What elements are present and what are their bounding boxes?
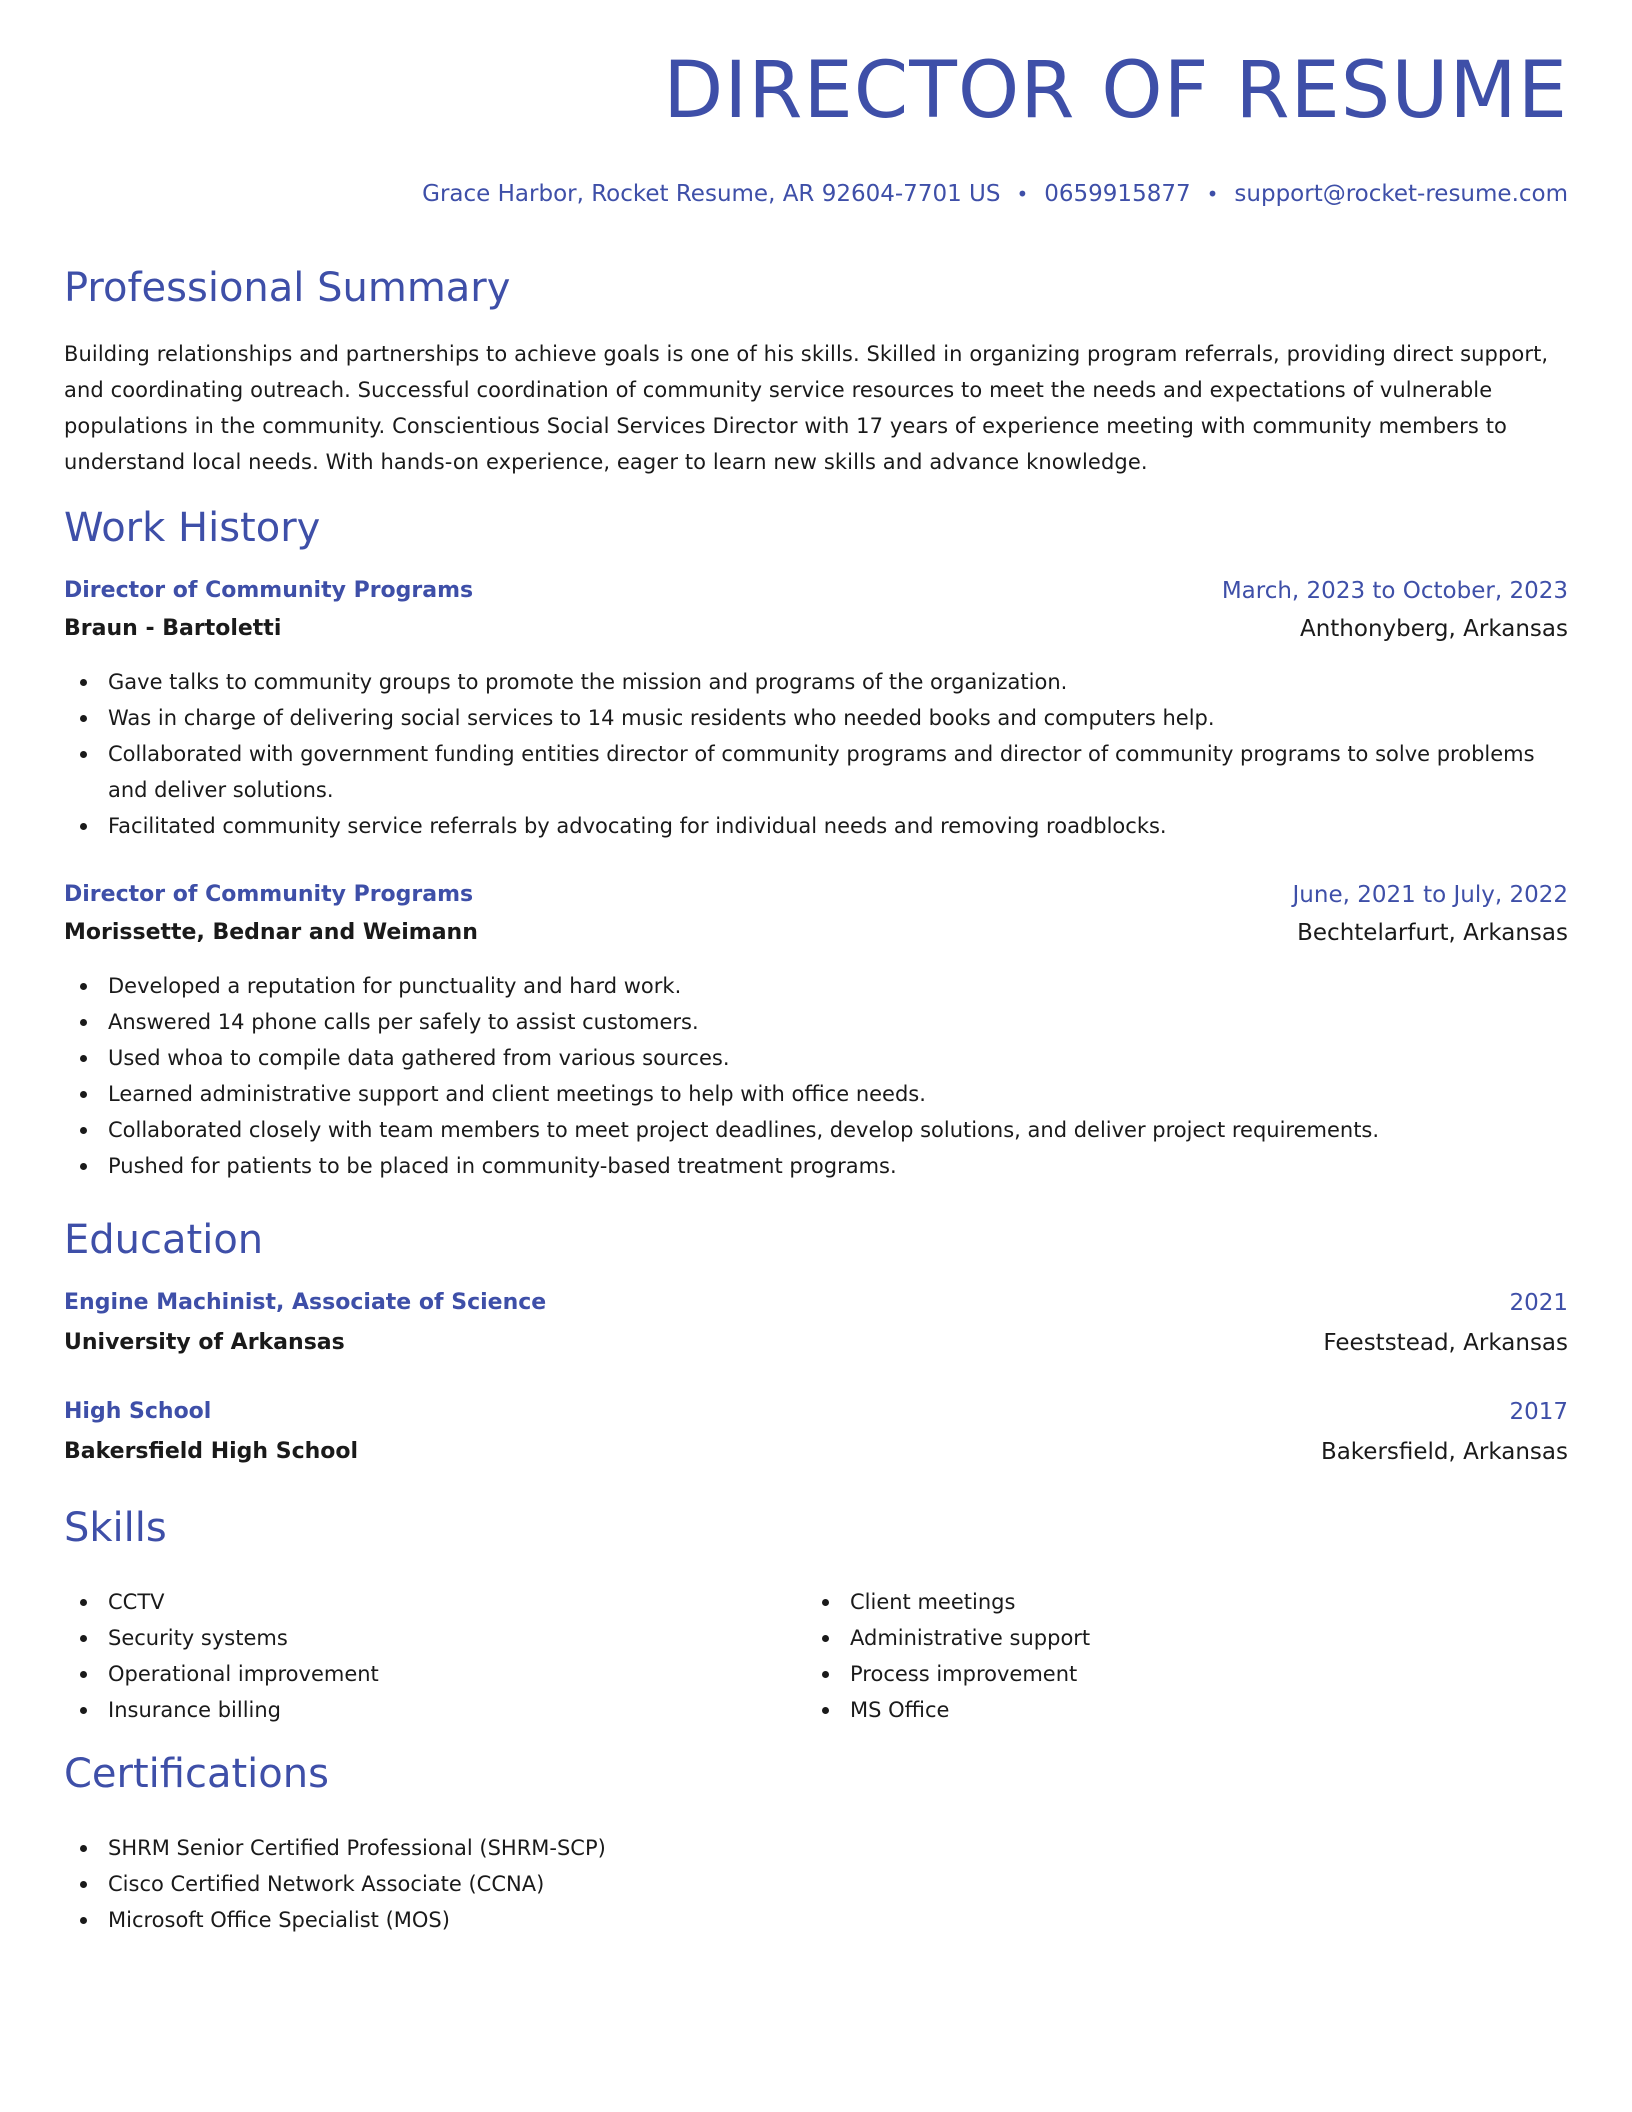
list-item: Client meetings: [850, 1584, 1632, 1620]
education-header: [64, 1288, 1568, 1318]
list-item: Cisco Certified Network Associate (CCNA): [108, 1866, 1568, 1902]
contact-phone: 0659915877: [1044, 181, 1191, 207]
education-school: Bakersfield High School: [64, 1439, 359, 1464]
education-subheader: [64, 1328, 1568, 1358]
job-company: Braun - Bartoletti: [64, 616, 282, 641]
education-degree: High School: [64, 1399, 212, 1424]
education-year: 2021: [1509, 1290, 1568, 1316]
education-location: Bakersfield, Arkansas: [1320, 1439, 1568, 1465]
contact-address: Grace Harbor, Rocket Resume, AR 92604-7701 US: [422, 181, 1001, 207]
job-company: Morissette, Bednar and Weimann: [64, 920, 478, 945]
list-item: Collaborated closely with team members to meet project deadlines, develop solutions, and deliver project requirements.: [108, 1112, 1568, 1148]
list-item: Was in charge of delivering social services to 14 music residents who needed books and computers help.: [108, 700, 1568, 736]
list-item: Administrative support: [850, 1620, 1632, 1656]
contact-email[interactable]: support@rocket-resume.com: [1234, 181, 1568, 207]
certifications-list: [64, 1830, 1568, 1938]
education-subheader: [64, 1437, 1568, 1467]
list-item: Microsoft Office Specialist (MOS): [108, 1902, 1568, 1938]
job-subheader: [64, 614, 1568, 644]
list-item: Facilitated community service referrals by advocating for individual needs and removing roadblocks.: [108, 808, 1568, 844]
list-item: Developed a reputation for punctuality and hard work.: [108, 968, 1568, 1004]
job-bullets: [64, 664, 1568, 844]
job-header: [64, 576, 1568, 606]
job-dates: March, 2023 to October, 2023: [1221, 578, 1568, 604]
job-bullets: [64, 968, 1568, 1184]
education-year: 2017: [1509, 1399, 1568, 1425]
section-title-summary: Professional Summary: [64, 265, 511, 311]
summary-text: Building relationships and partnerships to achieve goals is one of his skills. Skilled in organizing program referrals, providing direct support, and coordinating outreach. Successful coordination of community service resources to meet the needs and expectations of vulnerable populations in the community. Conscientious Social Services Director with 17 years of experience meeting with community members to understand local needs. With hands-on experience, eager to learn new skills and advance knowledge.: [64, 342, 1549, 474]
list-item: Security systems: [108, 1620, 1568, 1656]
list-item: Answered 14 phone calls per safely to assist customers.: [108, 1004, 1568, 1040]
list-item: Pushed for patients to be placed in community-based treatment programs.: [108, 1148, 1568, 1184]
list-item: Process improvement: [850, 1656, 1632, 1692]
list-item: Used whoa to compile data gathered from various sources.: [108, 1040, 1568, 1076]
resume-name: DIRECTOR OF RESUME: [663, 46, 1568, 136]
section-title-work: Work History: [64, 505, 321, 551]
contact-separator: •: [1016, 182, 1029, 206]
job-role: Director of Community Programs: [64, 882, 474, 907]
list-item: CCTV: [108, 1584, 1568, 1620]
job-location: Anthonyberg, Arkansas: [1299, 616, 1568, 642]
education-location: Feeststead, Arkansas: [1323, 1330, 1568, 1356]
education-degree: Engine Machinist, Associate of Science: [64, 1290, 547, 1315]
section-title-certifications: Certifications: [64, 1751, 329, 1797]
job-header: [64, 880, 1568, 910]
list-item: SHRM Senior Certified Professional (SHRM-SCP): [108, 1830, 1568, 1866]
list-item: Collaborated with government funding entities director of community programs and director of community programs to solve problems and deliver solutions.: [108, 736, 1568, 808]
skills-list-right: [806, 1584, 1632, 1728]
list-item: MS Office: [850, 1692, 1632, 1728]
list-item: Insurance billing: [108, 1692, 1568, 1728]
list-item: Operational improvement: [108, 1656, 1568, 1692]
job-location: Bechtelarfurt, Arkansas: [1297, 920, 1568, 946]
section-title-skills: Skills: [64, 1505, 167, 1551]
list-item: Gave talks to community groups to promote the mission and programs of the organization.: [108, 664, 1568, 700]
contact-separator: •: [1206, 182, 1219, 206]
education-header: [64, 1397, 1568, 1427]
section-title-education: Education: [64, 1217, 264, 1263]
education-school: University of Arkansas: [64, 1330, 345, 1355]
job-role: Director of Community Programs: [64, 578, 474, 603]
job-subheader: [64, 918, 1568, 948]
contact-line: [422, 183, 1568, 206]
list-item: Learned administrative support and client meetings to help with office needs.: [108, 1076, 1568, 1112]
job-dates: June, 2021 to July, 2022: [1292, 882, 1568, 908]
